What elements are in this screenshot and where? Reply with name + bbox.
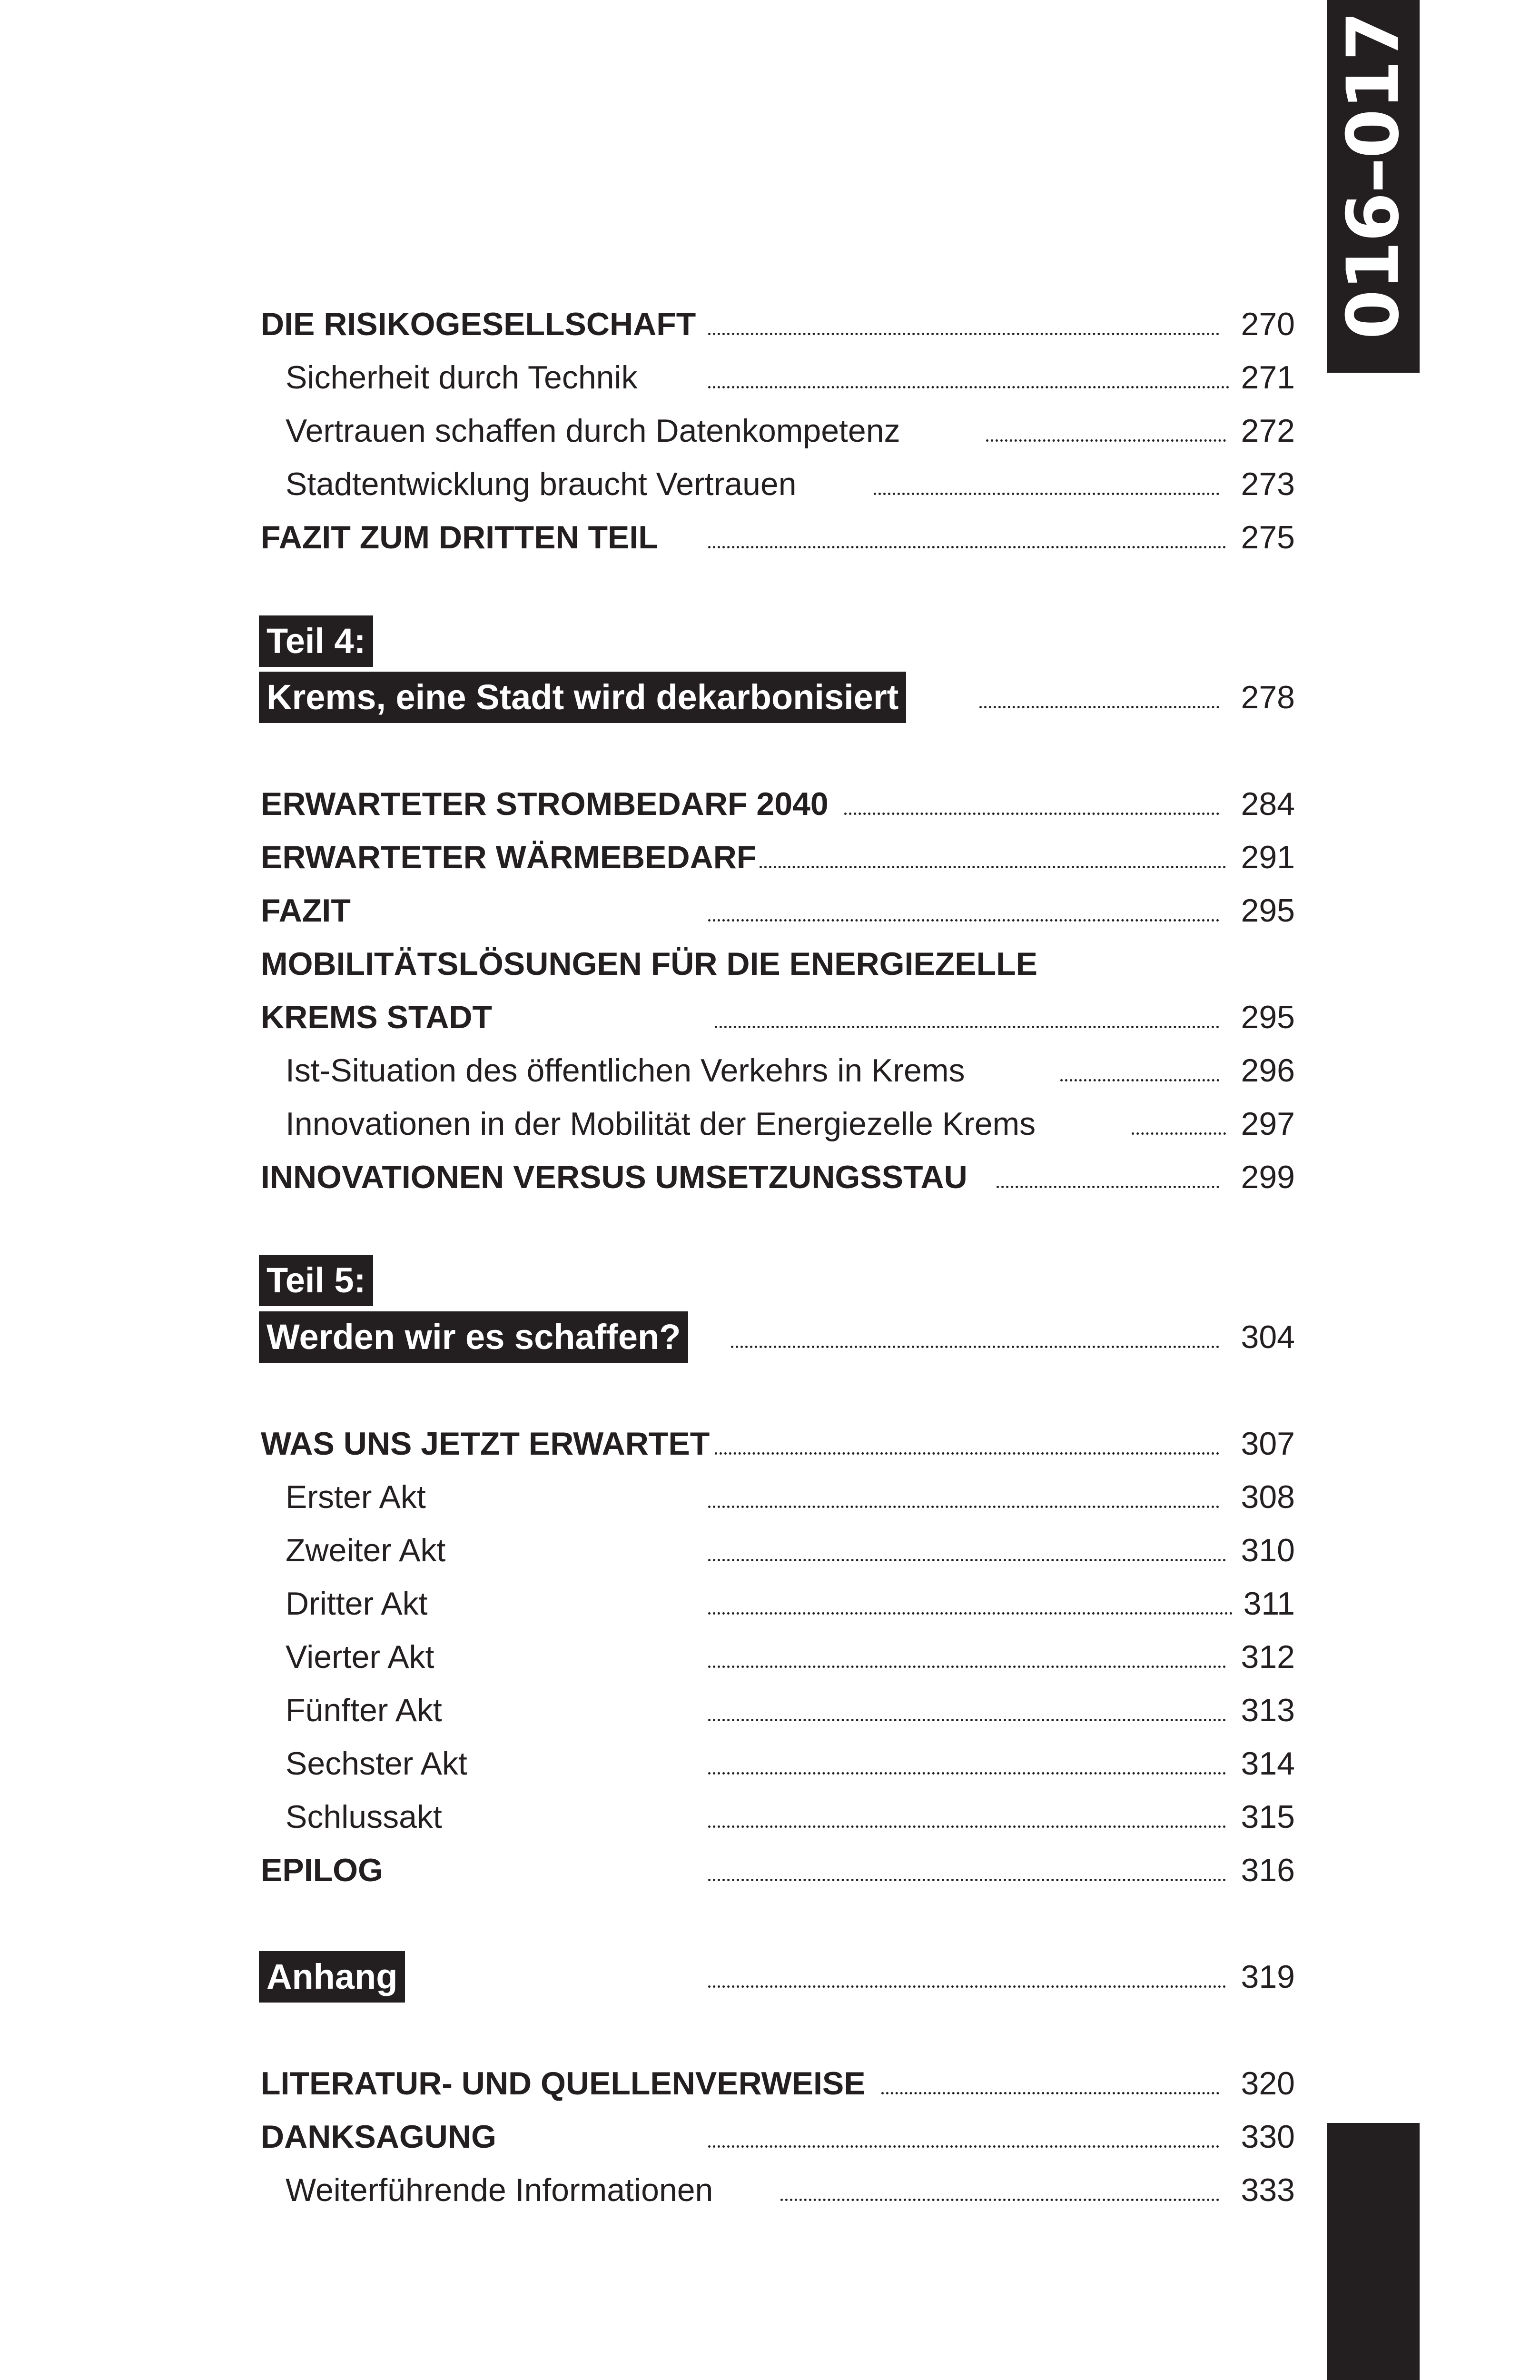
dot-leader: [708, 546, 1226, 548]
toc-entry-label: DANKSAGUNG: [261, 2119, 496, 2155]
dot-leader: [708, 1666, 1226, 1668]
toc-entry-page: 270: [1241, 306, 1295, 342]
dot-leader: [708, 333, 1219, 335]
dot-leader: [708, 919, 1219, 922]
toc-entry-label: ERWARTETER WÄRMEBEDARF: [261, 839, 757, 875]
toc-entry-fuenfter-akt[interactable]: [0, 1684, 1540, 1736]
dot-leader: [881, 2092, 1219, 2094]
toc-entry-page: 314: [1241, 1745, 1295, 1782]
toc-entry-erster-akt[interactable]: [0, 1471, 1540, 1523]
dot-leader: [715, 1026, 1219, 1028]
toc-entry-sechster-akt[interactable]: [0, 1737, 1540, 1790]
toc-entry-label: Sicherheit durch Technik: [286, 359, 638, 396]
toc-entry-page: 284: [1241, 786, 1295, 822]
toc-entry-page: 271: [1241, 359, 1295, 396]
dot-leader: [708, 1985, 1226, 1988]
dot-leader: [708, 1719, 1226, 1721]
toc-entry-label: Stadtentwicklung braucht Vertrauen: [286, 466, 797, 502]
toc-entry-was-uns-jetzt-erwartet[interactable]: [0, 1418, 1540, 1470]
dot-leader: [844, 813, 1219, 815]
toc-entry-page: 304: [1241, 1319, 1295, 1355]
toc-entry-die-risikogesellschaft[interactable]: [0, 298, 1540, 350]
toc-entry-krems-stadt[interactable]: [0, 991, 1540, 1043]
toc-entry-label: FAZIT ZUM DRITTEN TEIL: [261, 519, 658, 555]
toc-entry-label: Weiterführende Informationen: [286, 2172, 713, 2208]
toc-entry-label: ERWARTETER STROMBEDARF 2040: [261, 786, 829, 822]
toc-entry-page: 312: [1241, 1639, 1295, 1675]
toc-entry-zweiter-akt[interactable]: [0, 1524, 1540, 1577]
dot-leader: [731, 1346, 1219, 1348]
dot-leader: [708, 1772, 1226, 1775]
toc-entry-label: Erster Akt: [286, 1479, 426, 1515]
toc-entry-page: 308: [1241, 1479, 1295, 1515]
toc-entry-page: 295: [1241, 892, 1295, 929]
toc-entry-page: 291: [1241, 839, 1295, 875]
toc-entry-literatur[interactable]: [0, 2057, 1540, 2110]
toc-entry-label: Ist-Situation des öffentlichen Verkehrs in Krems: [286, 1052, 965, 1089]
dot-leader: [986, 439, 1226, 442]
dot-leader: [1060, 1079, 1219, 1081]
dot-leader: [979, 706, 1219, 708]
dot-leader: [708, 1879, 1226, 1881]
toc-entry-page: 333: [1241, 2172, 1295, 2208]
toc-entry-page: 319: [1241, 1959, 1295, 1995]
toc-entry-page: 295: [1241, 999, 1295, 1035]
part-heading-teil-5-title: Werden wir es schaffen?: [259, 1311, 688, 1363]
toc-entry-page: 297: [1241, 1106, 1295, 1142]
toc-entry-page: 273: [1241, 466, 1295, 502]
page-number-marker: 016–017: [1332, 12, 1415, 339]
toc-entry-label: Dritter Akt: [286, 1586, 428, 1622]
toc-entry-label: Zweiter Akt: [286, 1532, 446, 1568]
toc-entry-fazit-dritter-teil[interactable]: [0, 511, 1540, 564]
dot-leader: [997, 1186, 1219, 1188]
toc-entry-page: 315: [1241, 1799, 1295, 1835]
toc-entry-label: LITERATUR- UND QUELLENVERWEISE: [261, 2065, 866, 2102]
toc-part-anhang[interactable]: [0, 1951, 1540, 2003]
toc-entry-page: 278: [1241, 679, 1295, 715]
toc-entry-label: FAZIT: [261, 892, 351, 929]
toc-entry-epilog[interactable]: [0, 1844, 1540, 1896]
dot-leader: [715, 1452, 1219, 1455]
part-heading-teil-4-title: Krems, eine Stadt wird dekarbonisiert: [259, 672, 906, 723]
dot-leader: [760, 866, 1226, 868]
toc-entry-label: Schlussakt: [286, 1799, 442, 1835]
dot-leader: [708, 1506, 1219, 1508]
toc-entry-page: 307: [1241, 1426, 1295, 1462]
toc-entry-label: Vierter Akt: [286, 1639, 434, 1675]
dot-leader: [780, 2199, 1219, 2201]
toc-entry-page: 320: [1241, 2065, 1295, 2102]
toc-part-5[interactable]: [0, 1311, 1540, 1363]
toc-part-4[interactable]: [0, 671, 1540, 724]
toc-entry-weiterfuehrende-informationen[interactable]: [0, 2164, 1540, 2216]
dot-leader: [708, 1825, 1226, 1828]
toc-entry-label: EPILOG: [261, 1852, 383, 1888]
toc-entry-page: 313: [1241, 1692, 1295, 1728]
toc-entry-page: 275: [1241, 519, 1295, 555]
toc-entry-innovationen-mobilitaet[interactable]: [0, 1098, 1540, 1150]
part-heading-teil-4-label: Teil 4:: [259, 615, 373, 667]
toc-entry-page: 330: [1241, 2119, 1295, 2155]
toc-entry-page: 316: [1241, 1852, 1295, 1888]
toc-entry-label: DIE RISIKOGESELLSCHAFT: [261, 306, 696, 342]
toc-entry-label: Vertrauen schaffen durch Datenkompetenz: [286, 413, 900, 449]
toc-entry-page: 296: [1241, 1052, 1295, 1089]
toc-entry-page: 310: [1241, 1532, 1295, 1568]
toc-entry-label: MOBILITÄTSLÖSUNGEN FÜR DIE ENERGIEZELLE: [261, 946, 1038, 982]
dot-leader: [708, 1612, 1233, 1615]
toc-entry-page: 311: [1243, 1586, 1295, 1622]
part-heading-anhang: Anhang: [259, 1951, 405, 2003]
dot-leader: [1132, 1132, 1226, 1135]
dot-leader: [708, 1559, 1226, 1561]
toc-entry-danksagung[interactable]: [0, 2111, 1540, 2163]
toc-entry-ist-situation[interactable]: [0, 1044, 1540, 1097]
dot-leader: [708, 2145, 1219, 2148]
toc-entry-label: WAS UNS JETZT ERWARTET: [261, 1426, 710, 1462]
toc-entry-strombedarf[interactable]: [0, 778, 1540, 830]
toc-entry-vierter-akt[interactable]: [0, 1631, 1540, 1683]
dot-leader: [874, 493, 1219, 495]
toc-entry-page: 299: [1241, 1159, 1295, 1195]
toc-entry-page: 272: [1241, 413, 1295, 449]
toc-entry-schlussakt[interactable]: [0, 1791, 1540, 1843]
toc-entry-fazit[interactable]: [0, 884, 1540, 937]
toc-entry-innovationen-versus[interactable]: [0, 1151, 1540, 1203]
toc-entry-label: KREMS STADT: [261, 999, 493, 1035]
toc-entry-mobilitaetsloesungen[interactable]: [0, 938, 1540, 990]
part-heading-teil-5-label: Teil 5:: [259, 1255, 373, 1306]
toc-entry-sicherheit-durch-technik[interactable]: [0, 351, 1540, 404]
toc-entry-label: INNOVATIONEN VERSUS UMSETZUNGSSTAU: [261, 1159, 967, 1195]
toc-entry-stadtentwicklung[interactable]: [0, 458, 1540, 510]
toc-entry-label: Fünfter Akt: [286, 1692, 442, 1728]
toc-entry-label: Sechster Akt: [286, 1745, 467, 1782]
toc-entry-dritter-akt[interactable]: [0, 1577, 1540, 1630]
toc-entry-waermebedarf[interactable]: [0, 831, 1540, 883]
toc-entry-label: Innovationen in der Mobilität der Energiezelle Krems: [286, 1106, 1036, 1142]
dot-leader: [708, 386, 1229, 388]
toc-entry-vertrauen-schaffen[interactable]: [0, 405, 1540, 457]
